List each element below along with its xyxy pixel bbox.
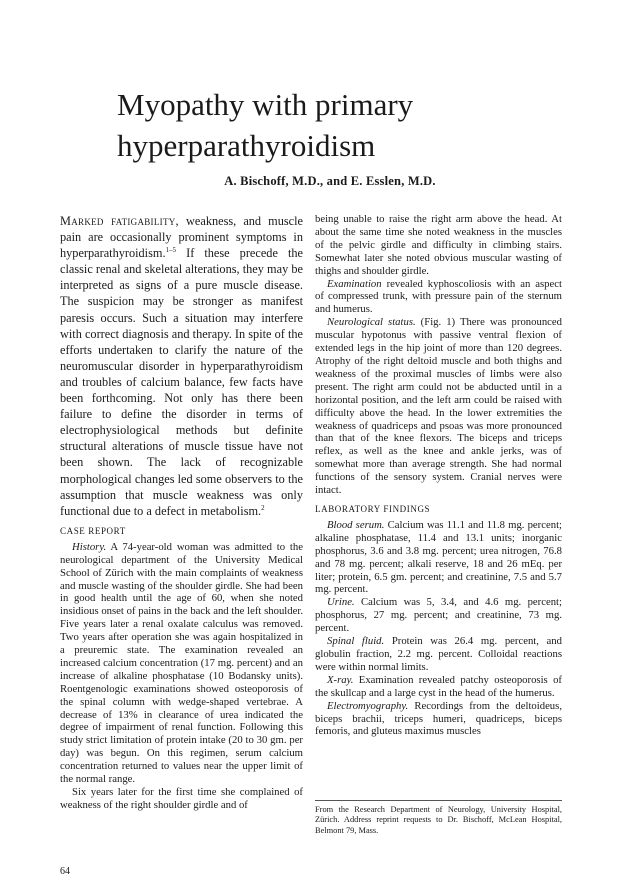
neurological-text: (Fig. 1) There was pronounced muscular hypotonus with passive ventral flexion of extended legs in the hip joint of more than 120 degrees. Atrophy of the right deltoid muscle and both thighs and weakness of the proximal muscles of limbs were also present. The right arm could not be abducted until in a horizontal position, and the left arm could be raised with difficulty above the head. In the lower extremities the weakness of quadriceps and psoas was more pronounced than that of the knee flexors. The biceps and triceps reflex, as well as the knee and ankle jerks, was of somewhat more than average strength. She had normal functions of the sensory system. Cranial nerves were intact. — [315, 316, 562, 497]
page-number: 64 — [60, 866, 70, 877]
electromyography-label: Electromyography. — [327, 699, 409, 712]
xray-label: X-ray. — [327, 673, 354, 686]
history-paragraph — [60, 541, 303, 786]
intro-paragraph — [60, 213, 303, 519]
left-column — [60, 213, 303, 812]
xray-paragraph — [315, 674, 562, 700]
spinal-fluid-label: Spinal fluid. — [327, 635, 385, 648]
footnote: From the Research Department of Neurology, University Hospital, Zürich. Address reprint requests to Dr. Bischoff, McLean Hospital, Belmont 79, Mass. — [315, 800, 562, 836]
reference-superscript: 1–5 — [165, 246, 177, 255]
blood-serum-paragraph — [315, 519, 562, 596]
authors: A. Bischoff, M.D., and E. Esslen, M.D. — [224, 174, 436, 188]
title-line-2: hyperparathyroidism — [117, 128, 376, 163]
urine-text: Calcium was 5, 3.4, and 4.6 mg. percent; phosphorus, 27 mg. percent; and creatinine, 73 mg. percent. — [315, 596, 562, 635]
examination-paragraph — [315, 278, 562, 317]
continued-paragraph: being unable to raise the right arm above the head. At about the same time she noted weakness in the muscles of the pelvic girdle and difficulty in climbing stairs. Somewhat later she noted obvious muscular wasting of thighs and shoulder girdle. — [315, 213, 562, 277]
intro-lead: Marked fatigability, — [60, 214, 179, 228]
blood-serum-label: Blood serum. — [327, 518, 385, 531]
neurological-label: Neurological status. — [327, 316, 416, 329]
right-column — [315, 213, 562, 738]
urine-label: Urine. — [327, 596, 355, 609]
electromyography-text: Recordings from the deltoideus, biceps brachii, triceps humeri, quadriceps, biceps femoris, and gluteus maximus muscles — [315, 699, 562, 738]
title-line-1: Myopathy with primary — [117, 87, 414, 122]
history-text: A 74-year-old woman was admitted to the neurological department of the University Medical School of Zürich with the main complaints of weakness and muscle wasting of the shoulder girdle. She had been in good health until the age of 60, when she noted insidious onset of pains in the back and the left shoulder. Five years later a renal oxalate calculus was removed. Two years after operation she was again hospitalized in a preuremic state. The examination revealed an increased calcium concentration (17 mg. percent) and an increase of alkaline phosphatase (10 Bodansky units). Roentgenologic examinations showed osteoporosis of the spinal column with wedge-shaped vertebrae. A decrease of 13% in clearance of urea indicated the degree of impairment of renal function. Following this study strict limitation of protein intake (20 to 30 gm. per day) was begun. On this regimen, serum calcium concentration returned to values near the upper limit of the normal range. — [60, 540, 303, 786]
history-label: History. — [72, 540, 107, 553]
xray-text: Examination revealed patchy osteoporosis of the skullcap and a large cyst in the head of the humerus. — [315, 673, 562, 699]
neurological-paragraph — [315, 316, 562, 497]
section-heading-laboratory: LABORATORY FINDINGS — [315, 503, 431, 514]
article-title — [117, 84, 537, 166]
reference-superscript: 2 — [261, 503, 265, 512]
electromyography-paragraph — [315, 700, 562, 739]
urine-paragraph — [315, 596, 562, 635]
intro-text-2: If these precede the classic renal and skeletal alterations, they may be interpreted as signs of a pure muscle disease. The suspicion may be stronger as manifest paresis occurs. Such a situation may interfere with correct diagnosis and therapy. In spite of the efforts undertaken to clarify the nature of the neuromuscular disorder in hyperparathyroidism and troubles of calcium balance, few facts have been forthcoming. Not only has there been failure to define the disorder in terms of electrophysiological methods but definite structural alterations of muscle tissue have not been shown. The lack of recognizable morphological changes led some observers to the assumption that muscle weakness was only functional due to a defect in metabolism. — [60, 246, 303, 518]
history-paragraph-2: Six years later for the first time she complained of weakness of the right shoulder girdle and of — [60, 786, 303, 811]
examination-label: Examination — [327, 277, 382, 290]
examination-text: revealed kyphoscoliosis with an aspect of compressed trunk, with pressure pain of the sternum and humerus. — [315, 277, 562, 316]
section-heading-case-report: CASE REPORT — [60, 525, 126, 536]
spinal-fluid-paragraph — [315, 635, 562, 674]
spinal-fluid-text: Protein was 26.4 mg. percent, and globulin fraction, 2.2 mg. percent. Colloidal reactions were within normal limits. — [315, 635, 562, 673]
intro-text-1: weakness, and muscle pain are occasionally prominent symptoms in hyperparathyroidism. — [60, 214, 304, 261]
blood-serum-text: Calcium was 11.1 and 11.8 mg. percent; alkaline phosphatase, 11.4 and 13.1 units; inorganic phosphorus, 3.6 and 3.8 mg. percent; urea nitrogen, 76.8 and 78 mg. percent; alkali reserve, 18 and 26 mEq. per liter; protein, 6.5 gm. percent; and creatinine, 7.5 and 5.7 mg. percent. — [315, 518, 563, 596]
